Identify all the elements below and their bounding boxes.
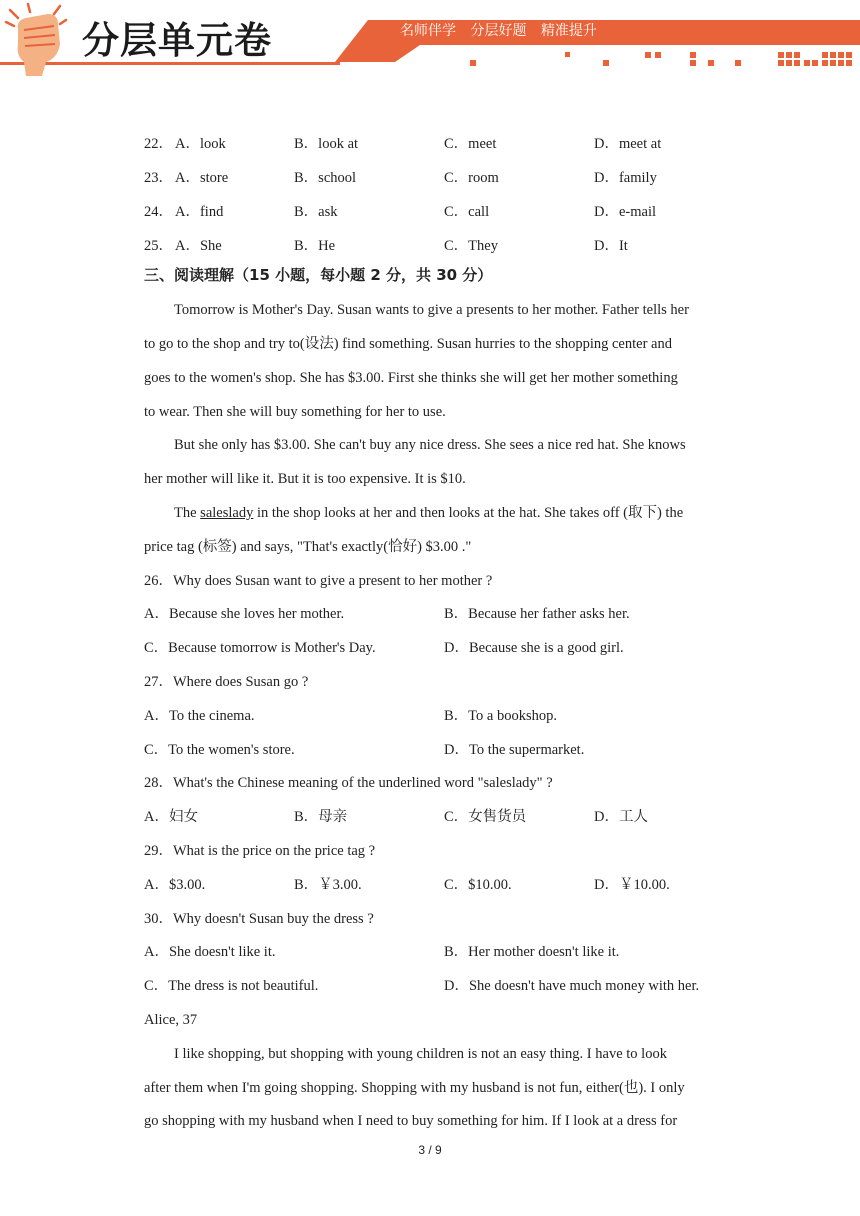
question-number: 24． — [144, 204, 173, 220]
page-number: 3 / 9 — [418, 1143, 442, 1157]
option-c: C．meet — [444, 136, 497, 152]
question-stem: 30．Why doesn't Susan buy the dress ? — [144, 911, 374, 927]
option-b: B．Her mother doesn't like it. — [444, 944, 620, 960]
passage-line: But she only has $3.00. She can't buy any nice dress. She sees a nice red hat. She knows — [174, 437, 686, 453]
speaker-label: Alice, 37 — [144, 1012, 198, 1028]
option-d: D．Because she is a good girl. — [444, 640, 624, 656]
question-number: 23． — [144, 170, 173, 186]
passage-text: in the shop looks at her and then looks at the hat. She takes off (取下) the — [253, 505, 684, 521]
question-stem: 26．Why does Susan want to give a present to her mother ? — [144, 573, 493, 589]
option-a: A．She doesn't like it. — [144, 944, 276, 960]
option-a: A．She — [175, 238, 222, 254]
option-b: B．ask — [294, 204, 338, 220]
passage-line — [174, 504, 683, 522]
passage-line: to go to the shop and try to(设法) find something. Susan hurries to the shopping center and — [144, 336, 672, 352]
option-d: D．工人 — [594, 809, 648, 825]
passage-line: go shopping with my husband when I need to buy something for him. If I look at a dress for — [144, 1113, 678, 1129]
option-a: A．Because she loves her mother. — [144, 606, 345, 622]
option-d: D．She doesn't have much money with her. — [444, 978, 700, 994]
option-a: A．look — [175, 136, 226, 152]
question-stem: 28．What's the Chinese meaning of the underlined word "saleslady" ? — [144, 775, 553, 791]
option-a: A．To the cinema. — [144, 708, 255, 724]
option-c: C．$10.00. — [444, 877, 512, 893]
option-c: C．The dress is not beautiful. — [144, 978, 319, 994]
brand-title: 分层单元卷 — [82, 19, 272, 62]
passage-line: after them when I'm going shopping. Shopping with my husband is not fun, either(也). I only — [144, 1080, 685, 1096]
option-b: B．He — [294, 238, 336, 254]
decorative-squares — [470, 52, 852, 66]
passage-line: price tag (标签) and says, "That's exactly(恰好) $3.00 ." — [144, 539, 472, 555]
fist-logo-icon — [6, 4, 66, 76]
option-b: B．look at — [294, 136, 359, 152]
option-a: A．妇女 — [144, 809, 198, 825]
option-d: D．To the supermarket. — [444, 742, 585, 758]
question-number: 25． — [144, 238, 173, 254]
question-number: 22． — [144, 136, 173, 152]
option-c: C．To the women's store. — [144, 742, 295, 758]
option-d: D．meet at — [594, 136, 662, 152]
question-stem: 27．Where does Susan go ? — [144, 674, 309, 690]
underlined-word: saleslady — [200, 505, 254, 521]
passage-line: goes to the women's shop. She has $3.00. First she thinks she will get her mother something — [144, 370, 678, 386]
passage-line: Tomorrow is Mother's Day. Susan wants to give a presents to her mother. Father tells her — [174, 302, 689, 318]
passage-line: her mother will like it. But it is too expensive. It is $10. — [144, 471, 466, 487]
option-b: B．母亲 — [294, 809, 348, 825]
option-d: D．e-mail — [594, 204, 657, 220]
option-c: C．room — [444, 170, 499, 186]
passage-line: I like shopping, but shopping with young children is not an easy thing. I have to look — [174, 1046, 667, 1062]
passage-line: to wear. Then she will buy something for her to use. — [144, 404, 446, 420]
option-a: A．store — [175, 170, 229, 186]
option-b: B．To a bookshop. — [444, 708, 557, 724]
option-b: B．￥3.00. — [294, 877, 362, 893]
option-d: D．family — [594, 170, 657, 186]
option-c: C．Because tomorrow is Mother's Day. — [144, 640, 376, 656]
option-b: B．Because her father asks her. — [444, 606, 630, 622]
page-header — [0, 0, 860, 92]
header-slogan: 名师伴学 分层好题 精准提升 — [400, 23, 597, 39]
question-stem: 29．What is the price on the price tag ? — [144, 843, 376, 859]
option-d: D．It — [594, 238, 628, 254]
option-b: B．school — [294, 170, 357, 186]
option-a: A．$3.00. — [144, 877, 206, 893]
option-c: C．call — [444, 204, 490, 220]
option-d: D．￥10.00. — [594, 877, 670, 893]
option-c: C．They — [444, 238, 498, 254]
passage-text: The — [174, 505, 201, 521]
option-c: C．女售货员 — [444, 809, 527, 825]
option-a: A．find — [175, 204, 224, 220]
section-heading: 三、阅读理解（15 小题，每小题 2 分，共 30 分） — [144, 266, 493, 284]
